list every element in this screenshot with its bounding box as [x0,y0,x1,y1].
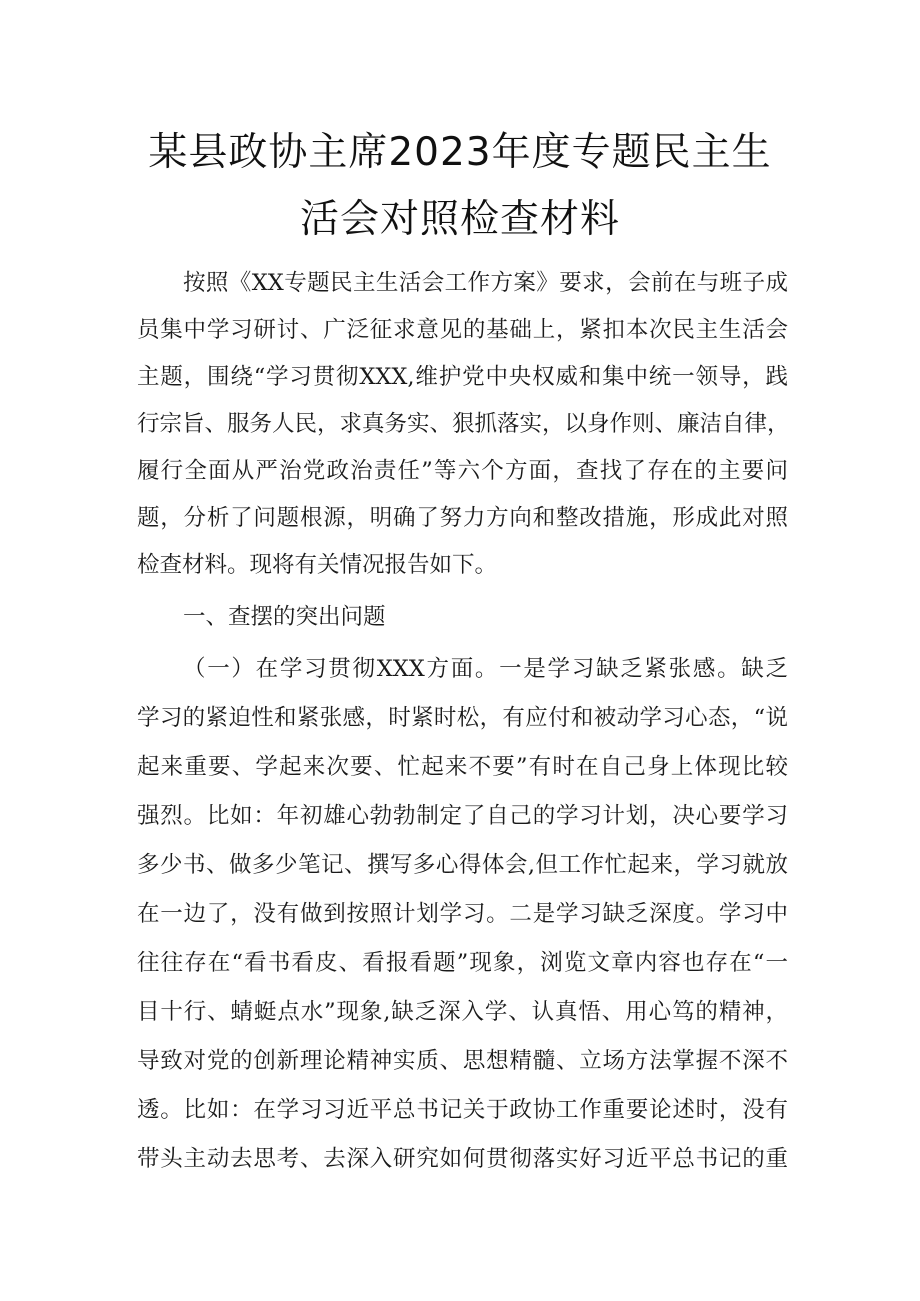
document-title-line-1: 某县政协主席2023年度专题民主生 [148,130,772,175]
paragraph-line: 检查材料。现将有关情况报告如下。 [137,552,498,578]
paragraph-line: 员集中学习研讨、广泛征求意见的基础上，紧扣本次民主生活会 [137,317,788,343]
paragraph-line: 多少书、做多少笔记、撰写多心得体会,但工作忙起来，学习就放 [137,852,788,878]
paragraph-line: 目十行、蜻蜓点水”现象,缺乏深入学、认真悟、用心笃的精神， [137,999,788,1025]
paragraph-line: 往往存在“看书看皮、看报看题”现象，浏览文章内容也存在“一 [137,950,788,976]
paragraph-line: 强烈。比如：年初雄心勃勃制定了自己的学习计划，决心要学习 [137,803,788,829]
paragraph-line: 学习的紧迫性和紧张感，时紧时松，有应付和被动学习心态，“说 [137,705,788,731]
paragraph-line: （一）在学习贯彻XXX方面。一是学习缺乏紧张感。缺乏 [183,656,788,682]
paragraph-line: 题，分析了问题根源，明确了努力方向和整改措施，形成此对照 [137,505,788,531]
section-heading: 一、查摆的突出问题 [183,604,386,630]
paragraph-line: 在一边了，没有做到按照计划学习。二是学习缺乏深度。学习中 [137,901,788,927]
paragraph-line: 带头主动去思考、去深入研究如何贯彻落实好习近平总书记的重 [137,1146,788,1172]
paragraph-line: 行宗旨、服务人民，求真务实、狠抓落实，以身作则、廉洁自律， [137,411,790,437]
paragraph-line: 按照《XX专题民主生活会工作方案》要求，会前在与班子成 [183,270,788,296]
document-title-line-2: 活会对照检查材料 [299,197,620,242]
paragraph-line: 主题，围绕“学习贯彻XXX,维护党中央权威和集中统一领导，践 [137,364,788,390]
paragraph-line: 起来重要、学起来次要、忙起来不要”有时在自己身上体现比较 [137,754,788,780]
paragraph-line: 导致对党的创新理论精神实质、思想精髓、立场方法掌握不深不 [137,1048,788,1074]
paragraph-line: 透。比如：在学习习近平总书记关于政协工作重要论述时，没有 [137,1097,788,1123]
paragraph-line: 履行全面从严治党政治责任”等六个方面，查找了存在的主要问 [137,458,788,484]
